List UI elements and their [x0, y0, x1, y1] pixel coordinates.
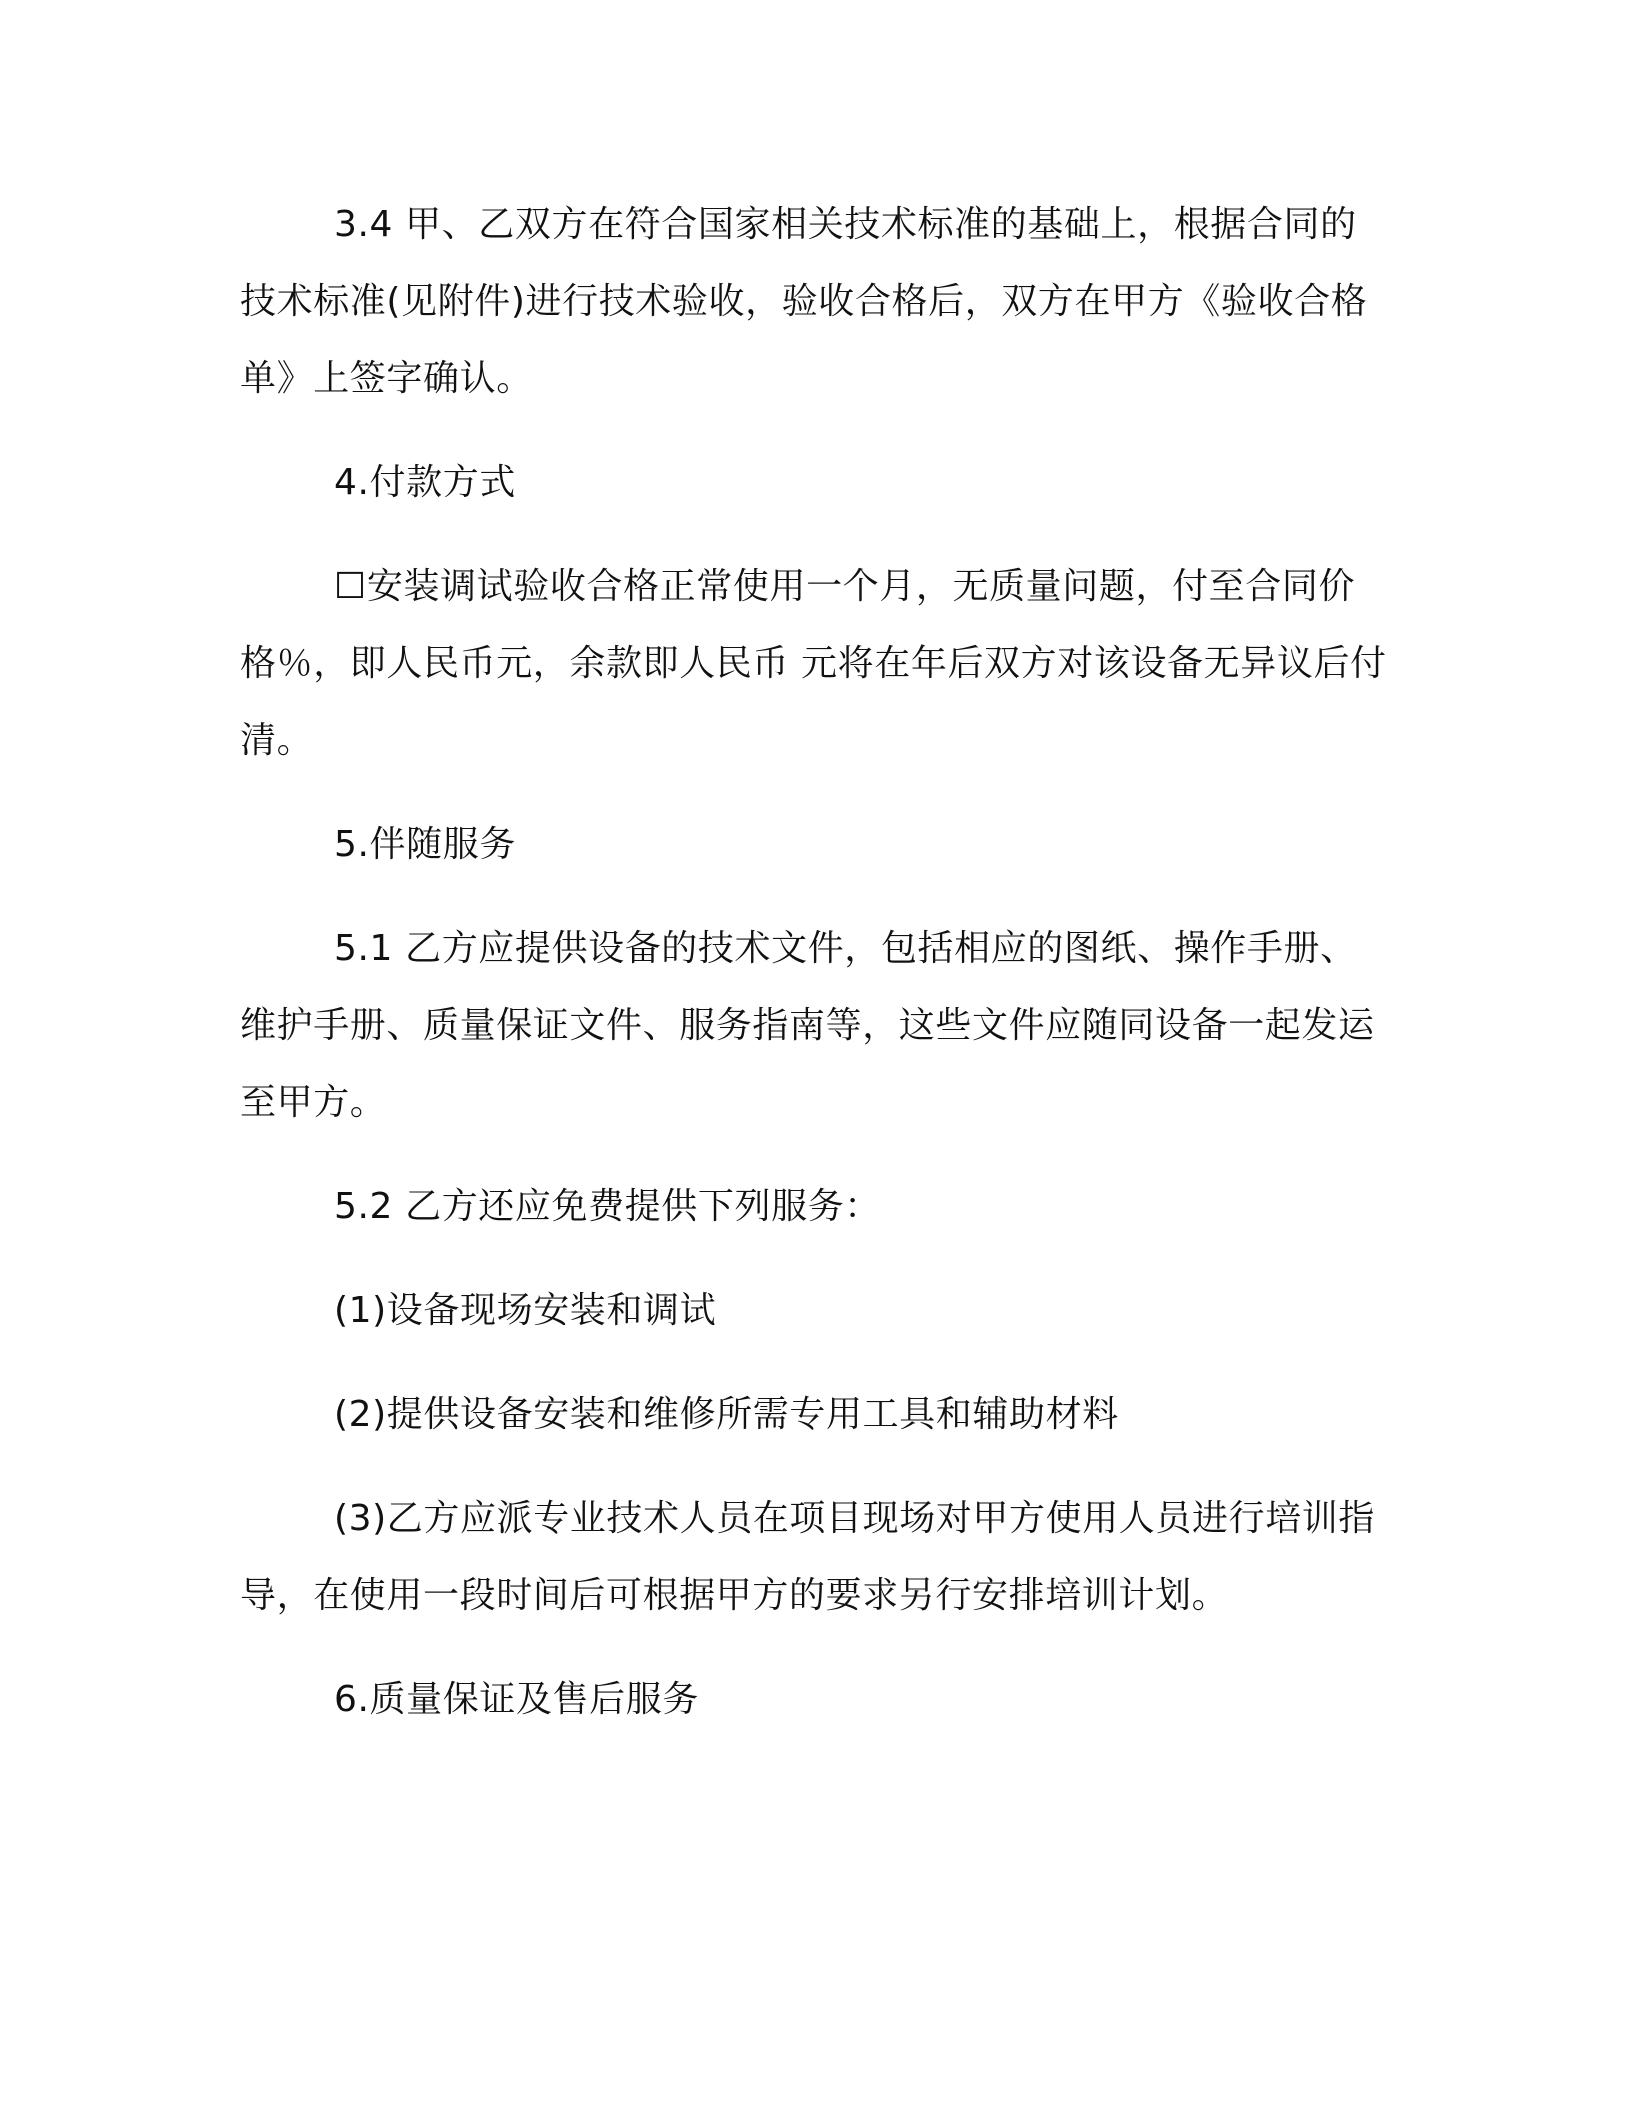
section-heading-services: 5.伴随服务	[334, 824, 516, 865]
paragraph-payment-terms: ☐安装调试验收合格正常使用一个月，无质量问题，付至合同价格％，即人民币元，余款即人民币 元将在年后双方对该设备无异议后付清。	[240, 566, 1387, 761]
paragraph-5-1-documents: 5.1 乙方应提供设备的技术文件，包括相应的图纸、操作手册、维护手册、质量保证文件、服务指南等，这些文件应随同设备一起发运至甲方。	[240, 928, 1375, 1123]
list-item-1-installation: (1)设备现场安装和调试	[334, 1290, 717, 1331]
list-item-2-tools: (2)提供设备安装和维修所需专用工具和辅助材料	[334, 1394, 1119, 1435]
paragraph-5-2-free-services: 5.2 乙方还应免费提供下列服务：	[334, 1186, 881, 1227]
document-body	[240, 186, 1392, 1765]
paragraph-3-4-acceptance: 3.4 甲、乙双方在符合国家相关技术标准的基础上，根据合同的技术标准(见附件)进行技术验收，验收合格后，双方在甲方《验收合格单》上签字确认。	[240, 204, 1368, 399]
section-heading-payment: 4.付款方式	[334, 462, 516, 503]
list-item-3-training: (3)乙方应派专业技术人员在项目现场对甲方使用人员进行培训指导，在使用一段时间后可根据甲方的要求另行安排培训计划。	[240, 1498, 1375, 1616]
section-heading-warranty: 6.质量保证及售后服务	[334, 1679, 699, 1720]
